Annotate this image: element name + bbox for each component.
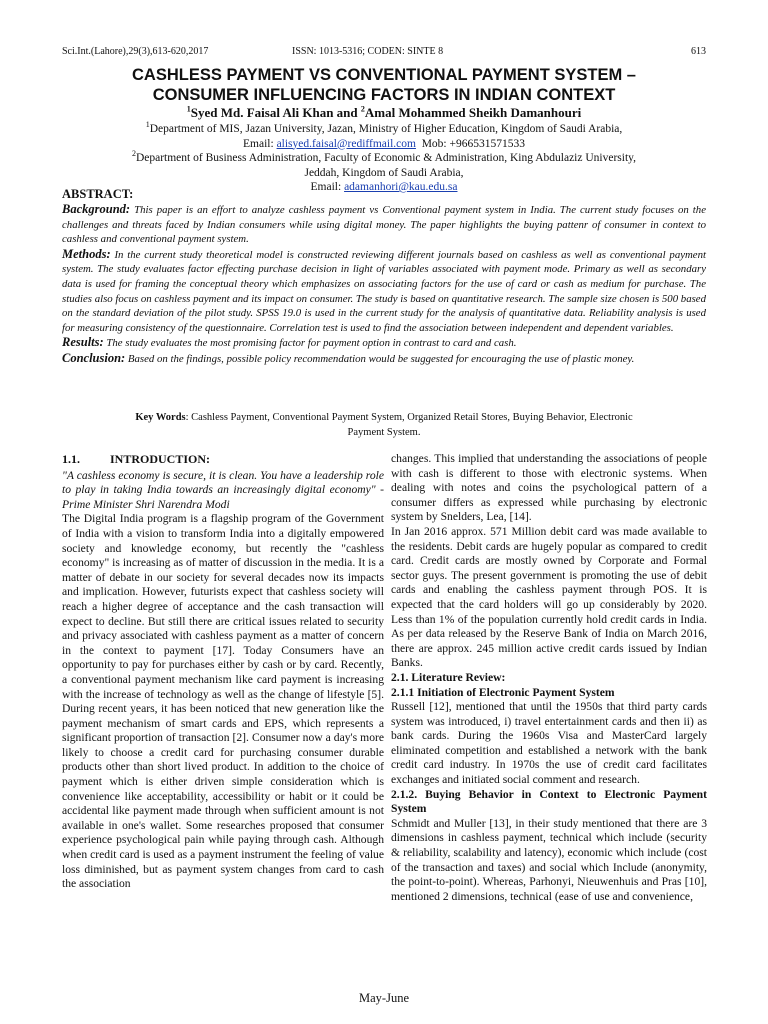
journal-citation: Sci.Int.(Lahore),29(3),613-620,2017: [62, 46, 209, 57]
author-list: [40, 105, 728, 121]
keywords: [62, 411, 706, 440]
abstract-heading: ABSTRACT:: [62, 187, 134, 201]
intro-quote: [62, 469, 384, 513]
results-label: Results:: [62, 335, 104, 350]
keywords-line-2: Payment System.: [347, 426, 421, 438]
intro-paragraph: The Digital India program is a flagship program of the Government of India with a vision to transform India into a digitally empowered society and knowledge economy, but recently the "cashless economy" is increasing as of matter of discussion in the media. It is a matter of debate in our society for several decades now its impacts and implication. However, futurists expect that cashless society will reach a higher degree of acceptance and the cash transaction will expect to decline. But still there are critical issues related to security and privacy associated with cashless payment as a matter of concern in the context to payment [17]. Today Consumers have an opportunity to pay for purchases either by cash or by card. Recently, a conventional payment mechanism like card payment is increasing with the increase of technology as well as the change of lifestyle [5]. During recent years, it has been noticed that new generation like the payment mechanism of smart cards and EPS, which represents a significant proportion of transaction [2]. Consumer now a day's more likely to choose a credit card for purchasing consumer durable products other than short lived product. In addition to the choice of payment which is either driven simple consideration which is convenience like acceptability, accessibility or habit or it could be accidental like payment made through when sufficient amount is not available in one's wallet. Some researches proposed that consumer experience psychological pain while paying through cash. Although when credit card is used as a payment instrument the feeling of value loss diminished, but as payment system changes from card to cash the association: [62, 512, 384, 891]
affiliation-2-contact: [40, 180, 728, 195]
author1-affil-marker: 1: [186, 104, 191, 114]
right-paragraph-1: changes. This implied that understanding the associations of people with cash is different to those with electronic systems. When dealing with notes and coins the psychological pattern of a consumer differs as expressed while purchasing by electronic system by Snelders, Lea, [14].: [391, 452, 707, 524]
left-column: [62, 452, 384, 892]
keywords-line-1: [62, 411, 706, 426]
affil1-marker: 1: [145, 120, 150, 130]
affiliations: [40, 122, 728, 195]
intro-title: INTRODUCTION:: [110, 452, 211, 466]
background-text: This paper is an effort to analyze cashless payment vs Conventional payment system in India. The current study focuses on the challenges and threats faced by Indian consumers while using digital money. The paper highlights the buying pattenr of consumer in context to cashless and conventional payment system.: [62, 204, 706, 246]
affil2-email-label: Email:: [310, 181, 345, 193]
intro-heading: [62, 452, 384, 467]
background-label: Background:: [62, 202, 131, 216]
affiliation-1-contact: [40, 137, 728, 152]
subsection-2-1-1-heading: 2.1.1 Initiation of Electronic Payment System: [391, 685, 615, 699]
title-line-2: CONSUMER INFLUENCING FACTORS IN INDIAN CONTEXT: [152, 86, 616, 104]
literature-review-heading: 2.1. Literature Review:: [391, 670, 506, 684]
email-link-1[interactable]: alisyed.faisal@rediffmail.com: [276, 137, 416, 150]
issn-coden: ISSN: 1013-5316; CODEN: SINTE 8: [292, 46, 444, 57]
affiliation-2-location: Jeddah, Kingdom of Saudi Arabia,: [304, 166, 464, 179]
right-paragraph-2: In Jan 2016 approx. 571 Million debit card was made available to the residents. Debit cards are hugely popular as compared to credit card. Credit cards are mostly owned by Corporate and Formal sector guys. The present government is promoting the use of debit cards and enabling the cashless payment through POS. It is expected that the card holders will go up considerably by 2020. Less than 1% of the population currently hold credit cards in India. As per data released by the Reserve Bank of India on March 2016, there are approx. 245 million active credit cards issued by Indian Banks.: [391, 524, 707, 670]
title-line-1: CASHLESS PAYMENT VS CONVENTIONAL PAYMENT SYSTEM –: [132, 66, 636, 84]
affiliation-1: [40, 122, 728, 137]
results-text: The study evaluates the most promising factor for payment option in contrast to card and cash.: [103, 337, 517, 350]
right-paragraph-3: Russell [12], mentioned that until the 1950s that third party cards system was introduced, i) travel entertainment cards and then ii) as bank cards. During the 1960s Visa and MasterCard largely eliminated competition and established a network with the bank credit card industry. In 1970s the use of credit card facilitates exchanges and initiated social comment and research.: [391, 700, 707, 787]
quote-author: Prime Minister Shri Narendra Modi: [62, 497, 230, 511]
abstract-background: [62, 202, 706, 247]
methods-text: In the current study theoretical model is constructed reviewing different journals based on cashless as well as conventional payment system. The study evaluates factor effecting purchase decision in light of variables associated with payment mode. Primary as well as secondary data is used for framing the conceptual theory which emphasizes on associating factors for the use of card or cash as medium for purchase. The studies also focus on cashless payment and its impact on consumer. The study is based on quantitative research. The sample size chosen is 500 based on the standard deviation of the pilot study. SPSS 19.0 is used in the current study for the analysis of quantitative data. Reliability analysis is used for measuring consistency of the questionnaire. Correlation test is used to find the association between independent and dependent variables.: [62, 248, 706, 334]
affil2-marker: 2: [131, 149, 136, 159]
abstract-methods: [62, 247, 706, 336]
keywords-text: : Cashless Payment, Conventional Payment System, Organized Retail Stores, Buying Behavior, Electronic: [185, 412, 633, 423]
affil2-text: Department of Business Administration, Faculty of Economic & Administration, King Abdulaziz University,: [135, 152, 637, 164]
paper-title: [40, 65, 728, 105]
conclusion-label: Conclusion:: [62, 350, 126, 365]
keywords-label: Key Words: [135, 412, 186, 423]
page-number: 613: [691, 46, 706, 57]
running-header: [62, 46, 706, 60]
methods-label: Methods:: [62, 246, 111, 261]
intro-number: 1.1.: [62, 452, 80, 466]
author2-affil-marker: 2: [360, 104, 365, 114]
abstract-conclusion: [62, 351, 706, 367]
page-footer: May-June: [359, 991, 409, 1005]
quote-text: "A cashless economy is secure, it is clean. You have a leadership role to play in taking India towards an increasingly digital economy" -: [62, 468, 384, 497]
author1-name: Syed Md. Faisal Ali Khan and: [190, 105, 361, 120]
abstract-results: [62, 335, 706, 351]
author2-name: Amal Mohammed Sheikh Damanhouri: [364, 105, 582, 120]
affil1-email-label: Email:: [243, 137, 277, 150]
conclusion-text: Based on the findings, possible policy recommendation would be suggested for encouraging the use of plastic money.: [125, 352, 635, 365]
right-column: [391, 452, 707, 904]
right-paragraph-4: Schmidt and Muller [13], in their study mentioned that there are 3 dimensions in cashless payment, technical which include (security & reliability, scalability and latency), economic which include (cost of the transaction and taxes) and social which Include (anonymity, the point-to-point). Whereas, Parhonyi, Nieuwenhuis and Pras [10], mentioned 2 dimensions, technical (ease of use and convenience,: [391, 816, 707, 903]
affil1-text: Department of MIS, Jazan University, Jazan, Ministry of Higher Education, Kingdom of Saudi Arabia,: [149, 123, 623, 135]
subsection-2-1-2-heading: 2.1.2. Buying Behavior in Context to Electronic Payment System: [391, 787, 707, 816]
email-link-2[interactable]: adamanhori@kau.edu.sa: [344, 181, 458, 193]
affil1-mobile: Mob: +966531571533: [415, 137, 525, 150]
affiliation-2: [40, 151, 728, 166]
abstract-body: [62, 202, 706, 367]
